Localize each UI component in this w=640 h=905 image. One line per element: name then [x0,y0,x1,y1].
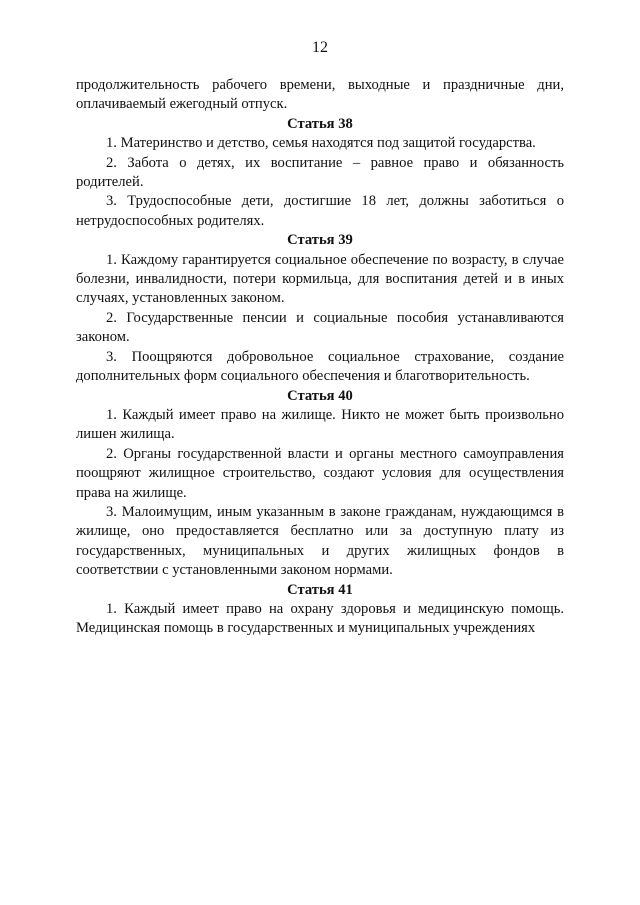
article-39-paragraph-3: 3. Поощряются добровольное социальное страхование, создание дополнительных форм социального обеспечения и благотворительность. [76,348,564,385]
article-41-title: Статья 41 [287,581,353,598]
article-38-paragraph-2: 2. Забота о детях, их воспитание – равное право и обязанность родителей. [76,154,564,191]
article-40-paragraph-2: 2. Органы государственной власти и органы местного самоуправления поощряют жилищное строительство, создают условия для осуществления права на жилище. [76,445,564,501]
article-38-paragraph-1: 1. Материнство и детство, семья находятся под защитой государства. [106,135,536,152]
article-39-title: Статья 39 [287,232,353,249]
article-38-title: Статья 38 [287,115,353,132]
document-body [76,76,564,639]
article-39-paragraph-1: 1. Каждому гарантируется социальное обеспечение по возрасту, в случае болезни, инвалидности, потери кормильца, для воспитания детей и в иных случаях, установленных законом. [76,251,564,307]
page-number: 12 [312,39,328,56]
article-40-paragraph-1: 1. Каждый имеет право на жилище. Никто не может быть произвольно лишен жилища. [76,406,564,443]
article-40-paragraph-3: 3. Малоимущим, иным указанным в законе гражданам, нуждающимся в жилище, оно предоставляется бесплатно или за доступную плату из государственных, муниципальных и других жилищных фондов в соответствии с установленными законом нормами. [76,503,564,579]
intro-paragraph: продолжительность рабочего времени, выходные и праздничные дни, оплачиваемый ежегодный отпуск. [76,77,564,113]
article-39-paragraph-2: 2. Государственные пенсии и социальные пособия устанавливаются законом. [76,309,564,346]
article-41-paragraph-1: 1. Каждый имеет право на охрану здоровья и медицинскую помощь. Медицинская помощь в государственных и муниципальных учреждениях [76,600,564,637]
article-40-title: Статья 40 [287,387,353,404]
article-38-paragraph-3: 3. Трудоспособные дети, достигшие 18 лет, должны заботиться о нетрудоспособных родителях. [76,193,564,229]
